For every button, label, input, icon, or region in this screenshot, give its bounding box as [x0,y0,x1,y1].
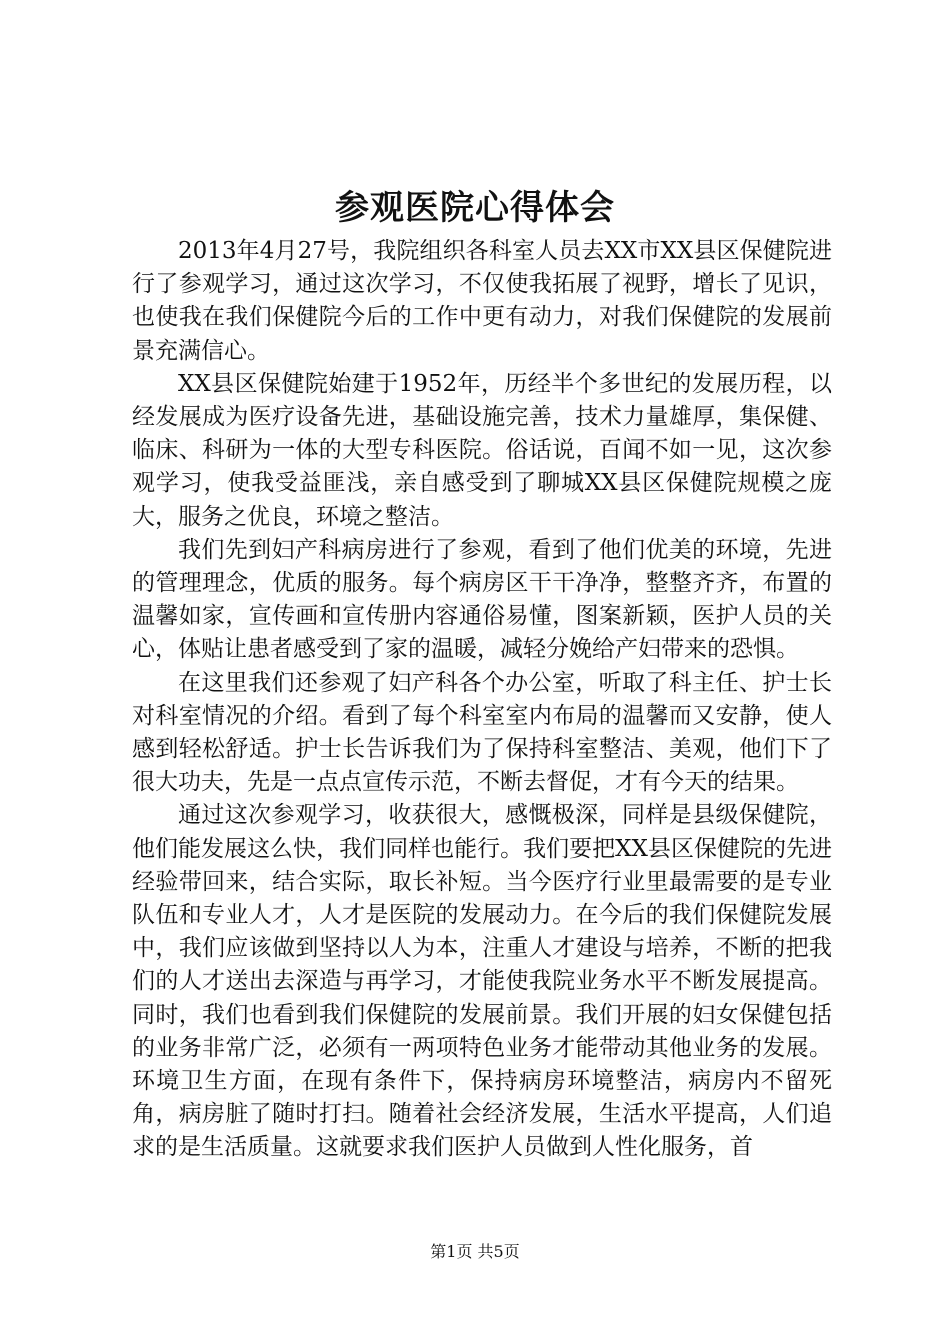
paragraph-1: 2013年4月27号，我院组织各科室人员去XX市XX县区保健院进行了参观学习，通过这次学习，不仅使我拓展了视野，增长了见识，也使我在我们保健院今后的工作中更有动力，对我们保健院的发展前景充满信心。 [132,238,832,364]
document-body [132,235,832,1165]
document-title: 参观医院心得体会 [335,188,615,228]
page-number-footer: 第1页 共5页 [430,1242,520,1261]
paragraph-5: 通过这次参观学习，收获很大，感慨极深，同样是县级保健院，他们能发展这么快，我们同样也能行。我们要把XX县区保健院的先进经验带回来，结合实际，取长补短。当今医疗行业里最需要的是专业队伍和专业人才，人才是医院的发展动力。在今后的我们保健院发展中，我们应该做到坚持以人为本，注重人才建设与培养，不断的把我们的人才送出去深造与再学习，才能使我院业务水平不断发展提高。同时，我们也看到我们保健院的发展前景。我们开展的妇女保健包括的业务非常广泛，必须有一两项特色业务才能带动其他业务的发展。环境卫生方面，在现有条件下，保持病房环境整洁，病房内不留死角，病房脏了随时打扫。随着社会经济发展，生活水平提高，人们追求的是生活质量。这就要求我们医护人员做到人性化服务，首 [132,802,832,1161]
paragraph-4: 在这里我们还参观了妇产科各个办公室，听取了科主任、护士长对科室情况的介绍。看到了每个科室室内布局的温馨而又安静，使人感到轻松舒适。护士长告诉我们为了保持科室整洁、美观，他们下了很大功夫，先是一点点宣传示范，不断去督促，才有今天的结果。 [132,669,832,796]
paragraph-2: XX县区保健院始建于1952年，历经半个多世纪的发展历程，以经发展成为医疗设备先进，基础设施完善，技术力量雄厚，集保健、临床、科研为一体的大型专科医院。俗话说，百闻不如一见，这次参观学习，使我受益匪浅，亲自感受到了聊城XX县区保健院规模之庞大，服务之优良，环境之整洁。 [132,370,832,530]
paragraph-3: 我们先到妇产科病房进行了参观，看到了他们优美的环境，先进的管理理念，优质的服务。每个病房区干干净净，整整齐齐，布置的温馨如家，宣传画和宣传册内容通俗易懂，图案新颖，医护人员的关心，体贴让患者感受到了家的温暖，减轻分娩给产妇带来的恐惧。 [132,536,832,663]
